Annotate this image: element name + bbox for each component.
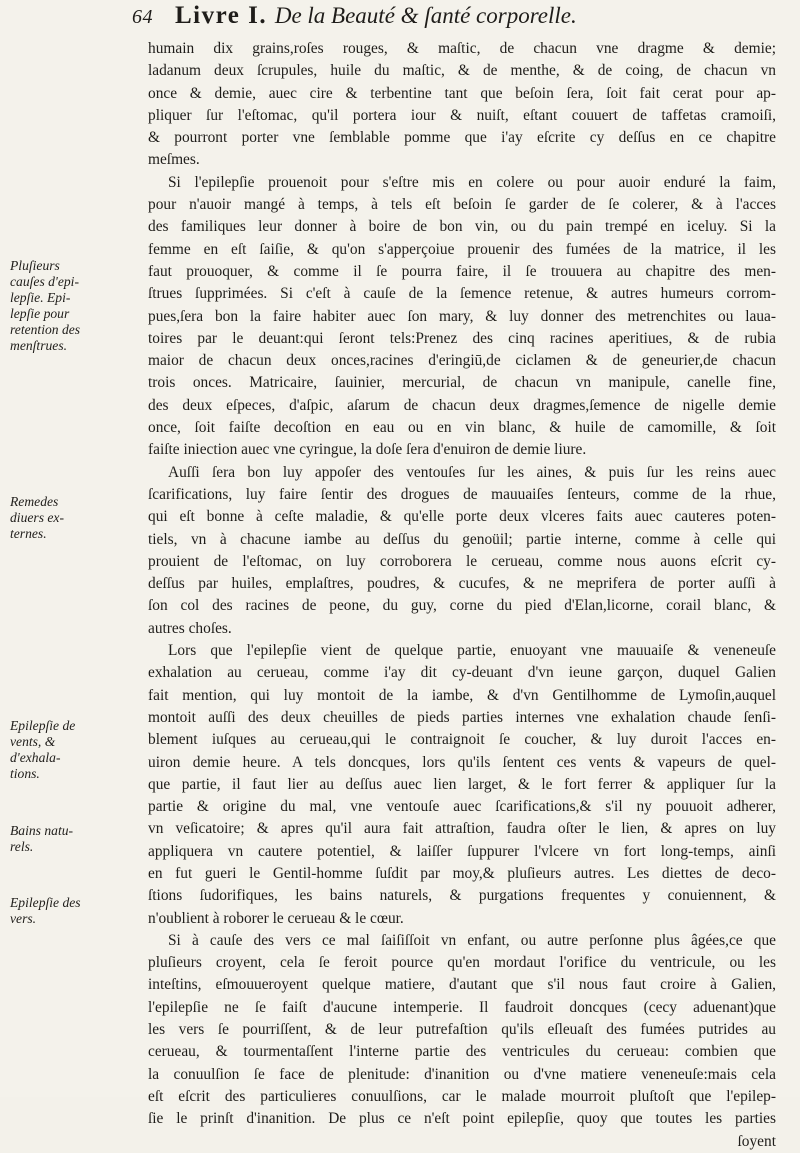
text-line: humain dix grains,roſes rouges, & maſtic, de chacun vne dragme & demie; xyxy=(148,40,776,57)
text-line: ſtions ſudorifiques, les bains naturels, & purgations frequentes y conuiennent, & xyxy=(148,887,776,905)
running-head xyxy=(175,2,577,30)
text-line: femme en eſt ſaiſie, & qu'on s'apperçoiue prouenir des fumées de la matrice, il les xyxy=(148,240,776,258)
text-line: en fut gueri le Gentil-homme ſuſdit par moy,& pluſieurs autres. Les diettes de deco- xyxy=(148,864,776,882)
margin-note-line: d'exhala- xyxy=(10,750,61,765)
text-line: appliquera vn cautere potentiel, & laiſſer ſuppurer l'vlcere vn fort long-temps, ainſi xyxy=(148,842,776,860)
margin-note-line: cauſes d'epi- xyxy=(10,274,79,289)
text-line: l'epilepſie ne ſe faiſt d'aucune intemperie. Il faudroit doncques (cecy aduenant)que xyxy=(148,998,776,1016)
margin-note xyxy=(10,718,140,782)
running-subtitle: De la Beauté & ſanté corporelle. xyxy=(274,3,577,28)
text-line: blement iuſques au cerueau,qui le contraignoit ſe coucher, & luy duroit l'acces en- xyxy=(148,731,776,749)
margin-note-line: menſtrues. xyxy=(10,338,68,353)
margin-note-line: rels. xyxy=(10,839,34,854)
text-line: Si l'epilepſie prouenoit pour s'eſtre mis en colere ou pour auoir enduré la faim, xyxy=(168,173,776,191)
text-line: & pourront porter vne ſemblable pomme que i'ay eſcrite cy deſſus en ce chapitre xyxy=(148,129,776,147)
text-line: uiron demie heure. A tels doncques, lors qu'ils ſentent ces vents & vapeurs de quel- xyxy=(148,753,776,771)
book-label: Livre I. xyxy=(175,2,268,29)
text-line: fait mention, qui luy montoit de la iambe, & d'vn Gentilhomme de Lymoſin,auquel xyxy=(148,686,776,704)
text-line: faiſte iniection auec vne cyringue, la doſe ſera d'enuiron de demie liure. xyxy=(148,441,587,459)
page-header xyxy=(132,2,772,36)
text-line: pluſieurs croyent, cela ſe feroit pource qu'en mordaut l'orifice du ventricule, ou les xyxy=(148,954,776,972)
text-line: ſtrues ſupprimées. Si c'eſt à cauſe de la ſemence retenue, & autres humeurs corrom- xyxy=(148,285,776,303)
text-line: exhalation au cerueau, comme i'ay dit cy-deuant d'vn ieune garçon, duquel Galien xyxy=(148,664,776,682)
text-line: prouient de l'eſtomac, on luy corroborera le cerueau, comme nous auons eſcrit cy- xyxy=(148,552,776,570)
text-line: que partie, il faut lier au deſſus auec lien larget, & le fort ferrer & appliquer ſur la xyxy=(148,775,776,793)
text-line: ſcarifications, luy faire ſentir des drogues de mauuaiſes ſenteurs, comme de la rhue, xyxy=(148,485,776,503)
margin-note-line: tions. xyxy=(10,766,40,781)
text-line: des deux eſpeces, d'aſpic, aſarum de chacun deux dragmes,ſemence de nigelle demie xyxy=(148,396,776,414)
text-line: Si à cauſe des vers ce mal ſaiſiſſoit vn enfant, ou autre perſonne plus âgées,ce que xyxy=(168,931,776,949)
text-line: toires par le deuant:qui ſeront tels:Prenez des cinq racines aperitiues, & de rubia xyxy=(148,329,776,347)
page-number: 64 xyxy=(132,6,153,28)
margin-note-line: Epilepſie de xyxy=(10,718,76,733)
text-line: cerueau, & tourmentaſſent l'interne partie des ventricules du cerueau: combien que xyxy=(148,1043,776,1061)
text-line: qui eſt bonne à ceſte maladie, & qu'elle porte deux vlceres faits auec cauteres poten- xyxy=(148,508,776,526)
margin-note xyxy=(10,823,140,855)
margin-note-line: lepſie pour xyxy=(10,306,70,321)
body-text xyxy=(148,38,776,1153)
text-line: Auſſi ſera bon luy appoſer des ventouſes ſur les aines, & puis ſur les reins auec xyxy=(168,463,776,481)
text-line: n'oublient à roborer le cerueau & le cœur. xyxy=(148,909,404,927)
text-line: once & demie, auec cire & terbentine tant que beſoin ſera, ſoit fait cerat pour ap- xyxy=(148,84,776,102)
text-line: trois onces. Matricaire, ſauinier, mercurial, de chacun vn manipule, canelle fine, xyxy=(148,374,776,392)
text-line: ſie le prinſt d'inanition. De plus ce n'eſt point epilepſie, quoy que toutes les parties xyxy=(148,1110,776,1128)
margin-note xyxy=(10,258,140,354)
text-line: inteſtins, eſmouueroyent quelque matiere, d'autant que s'il nous faut croire à Galien, xyxy=(148,976,776,994)
margin-note-line: Pluſieurs xyxy=(10,258,60,273)
text-line: tiels, vn à chacune iambe au deſſus du genoüil; partie interne, comme à celle qui xyxy=(148,530,776,548)
text-line: ſoyent xyxy=(737,1132,776,1150)
text-line: des familiques leur donner à boire de bon vin, ou du pain trempé en iceluy. Si la xyxy=(148,218,776,236)
margin-note xyxy=(10,494,140,542)
text-line: Lors que l'epilepſie vient de quelque partie, enuoyant vne mauuaiſe & veneneuſe xyxy=(168,642,776,660)
text-line: pliquer ſur l'eſtomac, qu'il portera iour & nuiſt, eſtant couuert de taffetas cramoiſi, xyxy=(148,106,776,124)
text-line: les vers ſe pourriſſent, & de leur putrefaſtion qu'ils eſleuaſt des fumées putrides au xyxy=(148,1021,776,1039)
margin-note-line: lepſie. Epi- xyxy=(10,290,71,305)
margin-note-line: retention des xyxy=(10,322,81,337)
margin-note xyxy=(10,895,140,927)
margin-note-line: vents, & xyxy=(10,734,56,749)
text-line: montoit auſſi des deux cheuilles de pieds parties internes vne exhalation chaude ſenſi- xyxy=(148,708,776,726)
text-line: pour n'auoir mangé à temps, à tels eſt beſoin ſe garder de ſe colerer, & à l'acces xyxy=(148,196,776,214)
margin-note-line: Epilepſie des xyxy=(10,895,81,910)
text-line: faut prouoquer, & comme il ſe pourra faire, il ſe trouuera au chapitre des men- xyxy=(148,262,776,280)
text-line: maior de chacun deux onces,racines d'eringiū,de ciclamen & de geneurier,de chacun xyxy=(148,352,776,370)
margin-note-line: vers. xyxy=(10,911,37,926)
margin-note-line: Remedes xyxy=(10,494,59,509)
margin-note-line: Bains natu- xyxy=(10,823,74,838)
text-line: meſmes. xyxy=(148,151,200,169)
text-line: la conuulſion ſe face de plenitude: d'inanition ou d'vne matiere veneneuſe:mais cela xyxy=(148,1065,776,1083)
text-line: autres choſes. xyxy=(148,619,232,637)
margin-note-line: diuers ex- xyxy=(10,510,64,525)
margin-note-line: ternes. xyxy=(10,526,47,541)
text-line: ſon col des racines de peone, du guy, corne du pied d'Elan,licorne, corail blanc, & xyxy=(148,597,776,615)
text-line: ladanum deux ſcrupules, huile du maſtic, & de menthe, & de coing, de chacun vn xyxy=(148,62,776,80)
text-line: pues,ſera bon la faire habiter auec ſon mary, & luy donner des metrenchites ou laua- xyxy=(148,307,776,325)
text-line: deſſus par huiles, emplaſtres, poudres, & cucufes, & ne meprifera de porter auſſi à xyxy=(148,575,776,593)
text-line: partie & origine du mal, vne ventouſe auec ſcarifications,& s'il ny pouuoit adherer, xyxy=(148,798,776,816)
text-line: once, ſoit faiſte decoſtion en eau ou en vin blanc, & huile de camomille, & ſoit xyxy=(148,419,776,437)
text-line: vn veſicatoire; & apres qu'il aura fait attraſtion, faudra oſter le lien, & apres on luy xyxy=(148,820,776,838)
text-line: eſt eſcrit des particulieres conuulſions, car le malade mourroit pluſtoſt que l'epilep- xyxy=(148,1087,776,1105)
